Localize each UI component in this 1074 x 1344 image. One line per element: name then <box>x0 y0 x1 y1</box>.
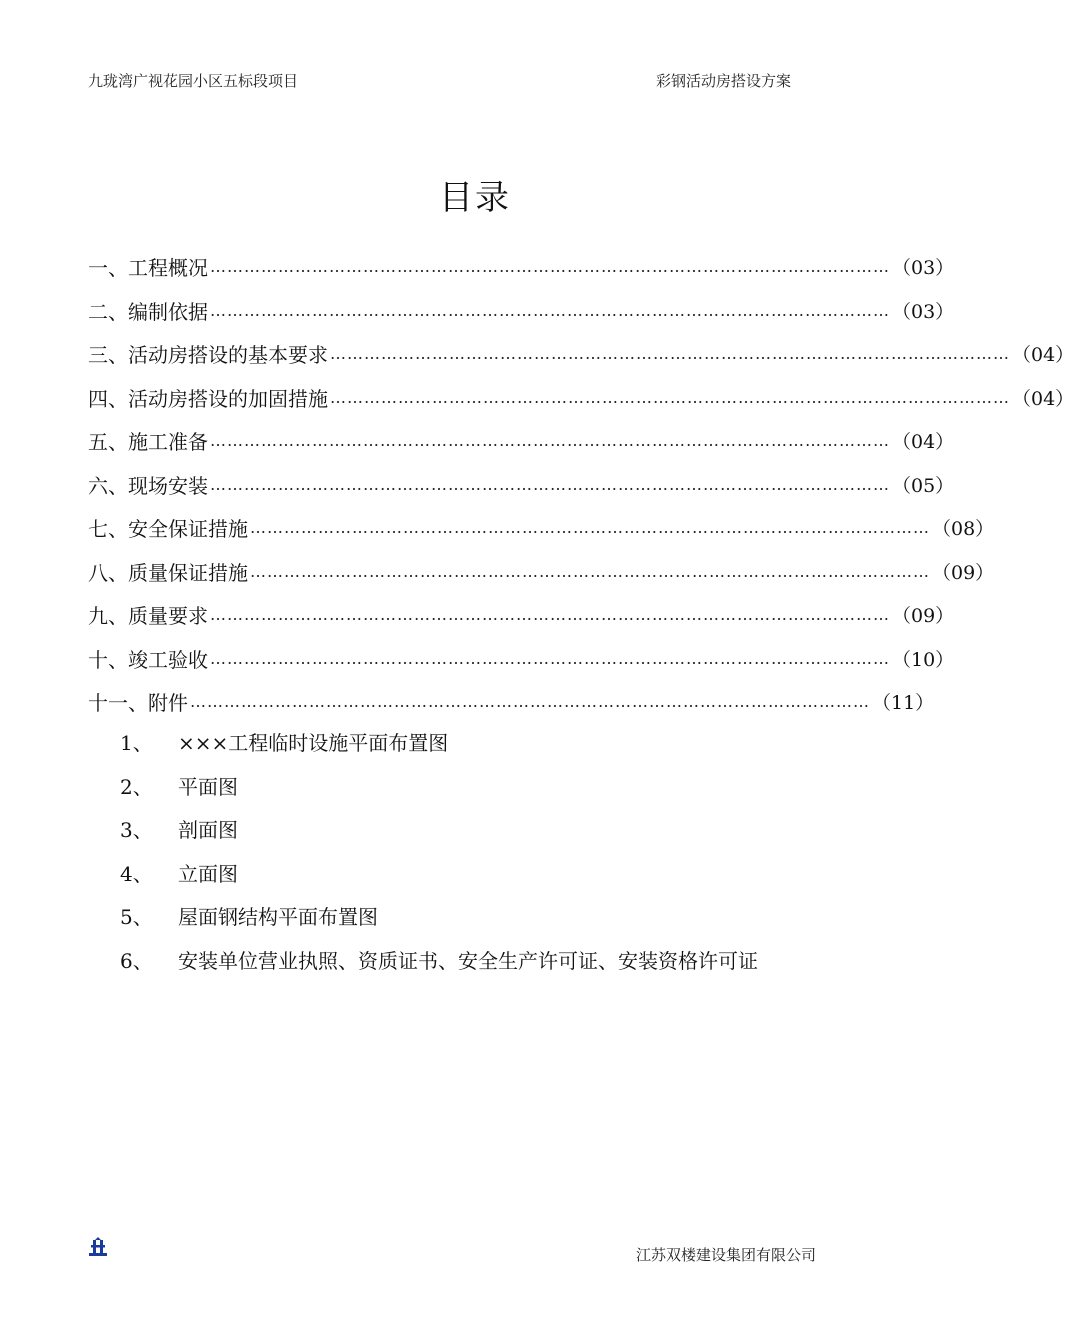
attachment-number: 3、 <box>120 818 153 843</box>
attachment-item <box>120 938 758 982</box>
toc-entry-label: 活动房搭设的基本要求 <box>128 343 328 368</box>
attachment-number: 4、 <box>120 861 153 886</box>
table-of-contents <box>88 245 1074 724</box>
header-project-name: 九珑湾广视花园小区五标段项目 <box>88 72 299 90</box>
toc-leader-dots: ………………………………………………………………………………………………………… <box>210 257 890 277</box>
attachment-label: 屋面钢结构平面布置图 <box>178 905 378 930</box>
attachment-number: 1、 <box>120 731 153 756</box>
toc-entry-label: 工程概况 <box>128 256 208 281</box>
toc-entry-page: （11） <box>872 692 935 715</box>
attachment-item <box>120 720 758 764</box>
attachment-number: 5、 <box>120 905 153 930</box>
toc-entry-number: 六、 <box>88 473 128 498</box>
toc-leader-dots: ………………………………………………………………………………………………………… <box>210 648 890 668</box>
toc-entry-label: 编制依据 <box>128 299 208 324</box>
header-document-name: 彩钢活动房搭设方案 <box>656 72 792 90</box>
toc-entry-label: 质量要求 <box>128 604 208 629</box>
toc-entry <box>88 637 955 681</box>
toc-entry-page: （05） <box>892 474 955 497</box>
toc-leader-dots: ………………………………………………………………………………………………………… <box>250 518 930 538</box>
toc-entry <box>88 506 995 550</box>
toc-entry <box>88 332 1074 376</box>
toc-entry-label: 附件 <box>148 691 188 716</box>
attachment-label: 平面图 <box>178 774 238 799</box>
toc-entry-page: （04） <box>1012 344 1074 367</box>
toc-leader-dots: ………………………………………………………………………………………………………… <box>190 692 870 712</box>
attachment-label: 立面图 <box>178 861 238 886</box>
attachment-label: 安装单位营业执照、资质证书、安全生产许可证、安装资格许可证 <box>178 948 758 973</box>
toc-entry <box>88 245 955 289</box>
toc-leader-dots: ………………………………………………………………………………………………………… <box>210 474 890 494</box>
toc-entry-number: 五、 <box>88 430 128 455</box>
toc-entry-label: 活动房搭设的加固措施 <box>128 386 328 411</box>
toc-entry-number: 二、 <box>88 299 128 324</box>
toc-entry-number: 八、 <box>88 560 128 585</box>
toc-entry-number: 三、 <box>88 343 128 368</box>
toc-entry <box>88 419 955 463</box>
attachment-item <box>120 807 758 851</box>
attachment-number: 6、 <box>120 948 153 973</box>
toc-leader-dots: ………………………………………………………………………………………………………… <box>210 431 890 451</box>
toc-leader-dots: ………………………………………………………………………………………………………… <box>210 300 890 320</box>
toc-entry-page: （03） <box>892 257 955 280</box>
toc-entry-number: 十、 <box>88 647 128 672</box>
toc-entry-page: （04） <box>892 431 955 454</box>
toc-entry-label: 施工准备 <box>128 430 208 455</box>
toc-entry-label: 竣工验收 <box>128 647 208 672</box>
toc-leader-dots: ………………………………………………………………………………………………………… <box>210 605 890 625</box>
attachment-item <box>120 894 758 938</box>
toc-entry <box>88 376 1074 420</box>
toc-entry <box>88 550 995 594</box>
toc-entry-number: 九、 <box>88 604 128 629</box>
toc-entry <box>88 680 935 724</box>
toc-entry <box>88 463 955 507</box>
toc-entry-number: 四、 <box>88 386 128 411</box>
toc-entry <box>88 289 955 333</box>
toc-entry-label: 安全保证措施 <box>128 517 248 542</box>
footer-company-name: 江苏双楼建设集团有限公司 <box>636 1246 817 1264</box>
toc-entry-page: （09） <box>932 561 995 584</box>
attachment-item <box>120 851 758 895</box>
attachment-list <box>120 720 758 981</box>
toc-entry-label: 现场安装 <box>128 473 208 498</box>
attachment-label: 剖面图 <box>178 818 238 843</box>
toc-entry-page: （03） <box>892 300 955 323</box>
toc-entry-page: （10） <box>892 648 955 671</box>
toc-leader-dots: ………………………………………………………………………………………………………… <box>250 561 930 581</box>
toc-entry-number: 一、 <box>88 256 128 281</box>
toc-entry-page: （04） <box>1012 387 1074 410</box>
attachment-number: 2、 <box>120 774 153 799</box>
toc-entry-page: （09） <box>892 605 955 628</box>
toc-leader-dots: ………………………………………………………………………………………………………… <box>330 344 1010 364</box>
toc-entry-number: 七、 <box>88 517 128 542</box>
toc-entry-page: （08） <box>932 518 995 541</box>
toc-entry-number: 十一、 <box>88 691 148 716</box>
toc-entry-label: 质量保证措施 <box>128 560 248 585</box>
page-title: 目录 <box>439 178 511 218</box>
company-logo-icon <box>86 1236 110 1258</box>
toc-leader-dots: ………………………………………………………………………………………………………… <box>330 387 1010 407</box>
attachment-item <box>120 764 758 808</box>
attachment-label: ×××工程临时设施平面布置图 <box>178 731 449 756</box>
toc-entry <box>88 593 955 637</box>
